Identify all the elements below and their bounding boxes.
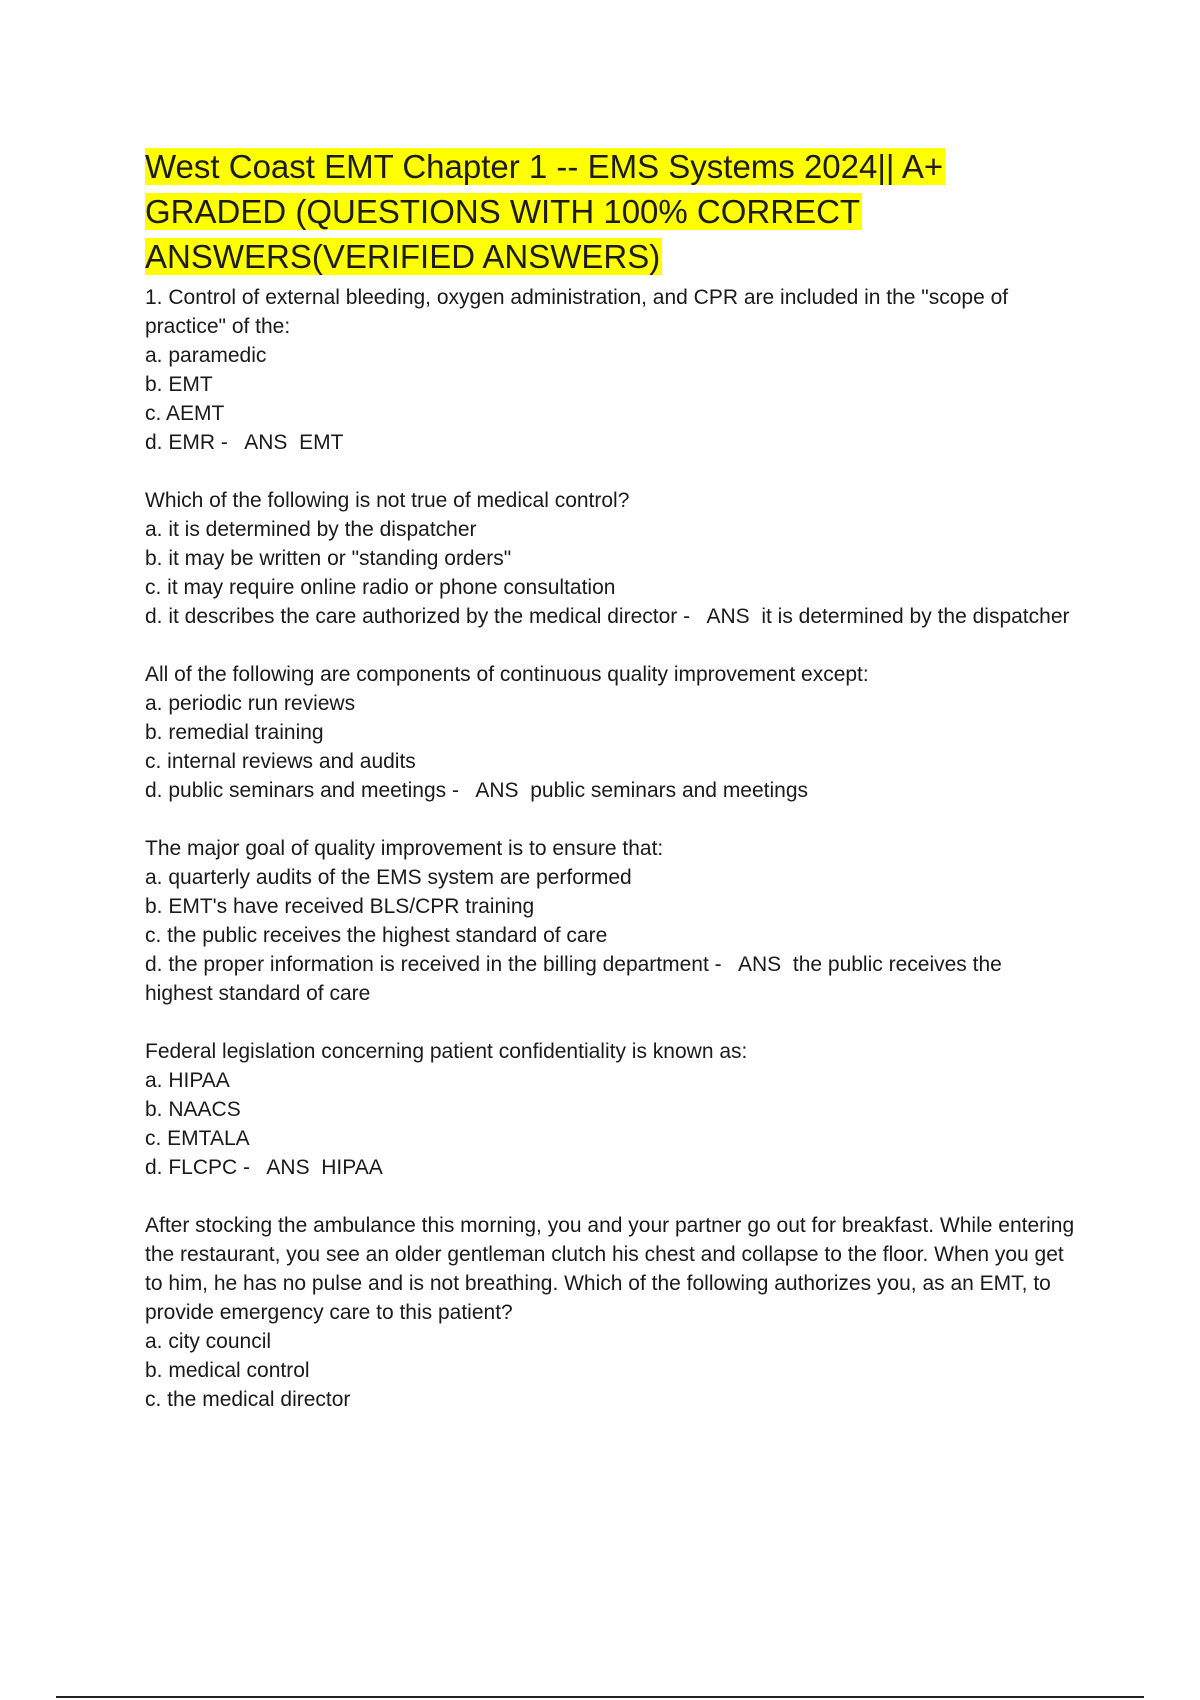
question-block [145,283,1075,457]
question-block [145,660,1075,805]
answer-option: b. NAACS [145,1098,241,1121]
correct-answer: HIPAA [321,1156,383,1179]
answer-option: b. EMT's have received BLS/CPR training [145,895,535,918]
answer-option: c. it may require online radio or phone consultation [145,576,616,599]
question-stem: All of the following are components of continuous quality improvement except: [145,663,869,686]
answer-option-last: d. FLCPC - ANS HIPAA [145,1156,383,1179]
question-block [145,1211,1075,1414]
answer-marker: ANS [475,779,519,802]
question-block [145,1037,1075,1182]
answer-option-last: d. it describes the care authorized by the medical director - ANS it is determined by the dispatcher [145,605,1070,628]
answer-option: b. medical control [145,1359,310,1382]
answer-marker: ANS [706,605,750,628]
answer-option-last: d. the proper information is received in the billing department - ANS the public receives the highest standard of care [145,953,1002,1005]
answer-option: a. it is determined by the dispatcher [145,518,477,541]
answer-option: c. AEMT [145,402,225,425]
answer-option-last: d. EMR - ANS EMT [145,431,344,454]
answer-option-last: d. public seminars and meetings - ANS public seminars and meetings [145,779,809,802]
answer-option: c. internal reviews and audits [145,750,416,773]
answer-option: a. city council [145,1330,272,1353]
correct-answer: public seminars and meetings [530,779,809,802]
answer-option-text: d. public seminars and meetings [145,779,447,802]
answer-option-text: d. EMR [145,431,216,454]
answer-marker: ANS [738,953,782,976]
answer-option-text: d. the proper information is received in the billing department [145,953,709,976]
answer-option-text: d. it describes the care authorized by the medical director [145,605,678,628]
answer-option: b. EMT [145,373,213,396]
question-stem: The major goal of quality improvement is to ensure that: [145,837,664,860]
document-content [145,144,1075,1443]
question-stem: Which of the following is not true of medical control? [145,489,630,512]
answer-option: a. paramedic [145,344,267,367]
answer-option: a. quarterly audits of the EMS system are performed [145,866,632,889]
answer-option: c. the public receives the highest standard of care [145,924,608,947]
answer-option: b. remedial training [145,721,324,744]
correct-answer: EMT [299,431,344,454]
question-block [145,834,1075,1008]
question-stem: 1. Control of external bleeding, oxygen administration, and CPR are included in the "scope of practice" of the: [145,286,1009,338]
question-block [145,486,1075,631]
page-bottom-divider [56,1696,1144,1698]
answer-marker: ANS [266,1156,310,1179]
answer-option: c. EMTALA [145,1127,250,1150]
answer-option-text: d. FLCPC [145,1156,238,1179]
answer-option: a. periodic run reviews [145,692,356,715]
question-stem: After stocking the ambulance this morning, you and your partner go out for breakfast. While entering the restaurant, you see an older gentleman clutch his chest and collapse to the floor. When you get to him, he has no pulse and is not breathing. Which of the following authorizes you, as an EMT, to provide emergency care to this patient? [145,1214,1075,1324]
answer-marker: ANS [244,431,288,454]
title-highlight: West Coast EMT Chapter 1 -- EMS Systems 2024|| A+ GRADED (QUESTIONS WITH 100% CORRECT ANSWERS(VERIFIED ANSWERS) [145,148,944,275]
answer-option: c. the medical director [145,1388,351,1411]
question-stem: Federal legislation concerning patient confidentiality is known as: [145,1040,748,1063]
correct-answer: the public receives the highest standard of care [145,953,1002,1005]
answer-option: a. HIPAA [145,1069,230,1092]
correct-answer: it is determined by the dispatcher [761,605,1070,628]
answer-option: b. it may be written or "standing orders" [145,547,512,570]
document-title [145,144,1075,279]
